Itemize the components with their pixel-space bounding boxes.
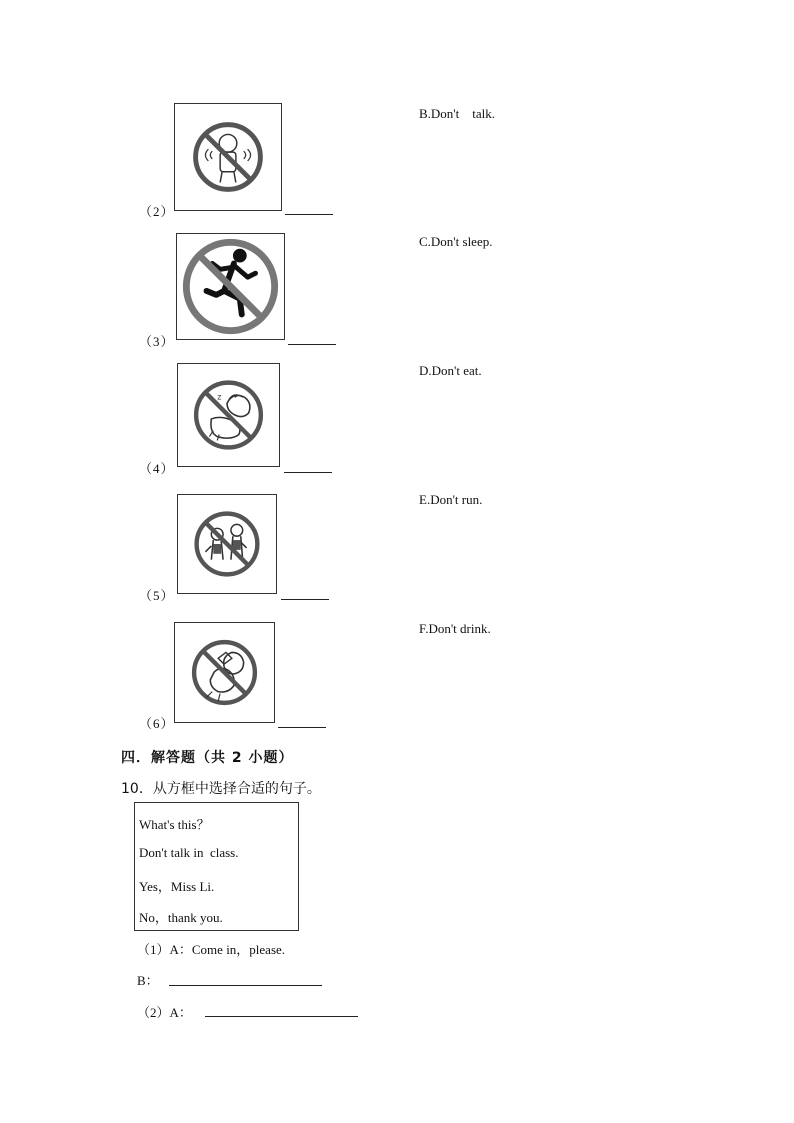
- answer-blank-3[interactable]: [288, 344, 336, 345]
- dialog-line-2-a: （2）A：: [137, 1005, 192, 1020]
- picture-box-3: [176, 233, 285, 340]
- no-talking-icon: [175, 104, 281, 210]
- dialog-line-1-b: B：: [137, 973, 159, 988]
- option-b: B.Don't talk.: [419, 106, 496, 121]
- choice-sentence-2: Don't talk in class.: [139, 845, 239, 860]
- option-f: F.Don't drink.: [419, 621, 491, 636]
- item-number-5: （5）: [139, 588, 175, 603]
- option-d: D.Don't eat.: [419, 363, 482, 378]
- question-10-prompt: 10．从方框中选择合适的句子。: [121, 781, 321, 797]
- answer-blank-5[interactable]: [281, 599, 329, 600]
- answer-blank-6[interactable]: [278, 727, 326, 728]
- no-sleeping-icon: [178, 364, 279, 466]
- dialog-answer-blank-1[interactable]: [169, 985, 322, 986]
- choice-sentence-1: What's this？: [139, 817, 210, 832]
- item-number-6: （6）: [139, 716, 175, 731]
- option-e: E.Don't run.: [419, 492, 483, 507]
- no-running-icon: [177, 234, 284, 339]
- section-heading: 四．解答题（共 2 小题）: [121, 750, 294, 766]
- answer-blank-4[interactable]: [284, 472, 332, 473]
- item-number-3: （3）: [139, 334, 175, 349]
- svg-text:z: z: [217, 392, 222, 402]
- choice-sentence-3: Yes，Miss Li.: [139, 879, 215, 894]
- picture-box-2: [174, 103, 282, 211]
- picture-box-6: [174, 622, 275, 723]
- choice-sentence-4: No，thank you.: [139, 910, 223, 925]
- answer-blank-2[interactable]: [285, 214, 333, 215]
- dialog-line-1-a: （1）A：Come in，please.: [137, 942, 286, 957]
- no-eating-icon: [175, 623, 274, 722]
- no-talking-children-icon: [178, 495, 276, 593]
- option-c: C.Don't sleep.: [419, 234, 493, 249]
- item-number-4: （4）: [139, 461, 175, 476]
- dialog-answer-blank-2[interactable]: [205, 1016, 358, 1017]
- picture-box-4: [177, 363, 280, 467]
- picture-box-5: [177, 494, 277, 594]
- item-number-2: （2）: [139, 204, 175, 219]
- sentence-choice-box: [134, 802, 299, 931]
